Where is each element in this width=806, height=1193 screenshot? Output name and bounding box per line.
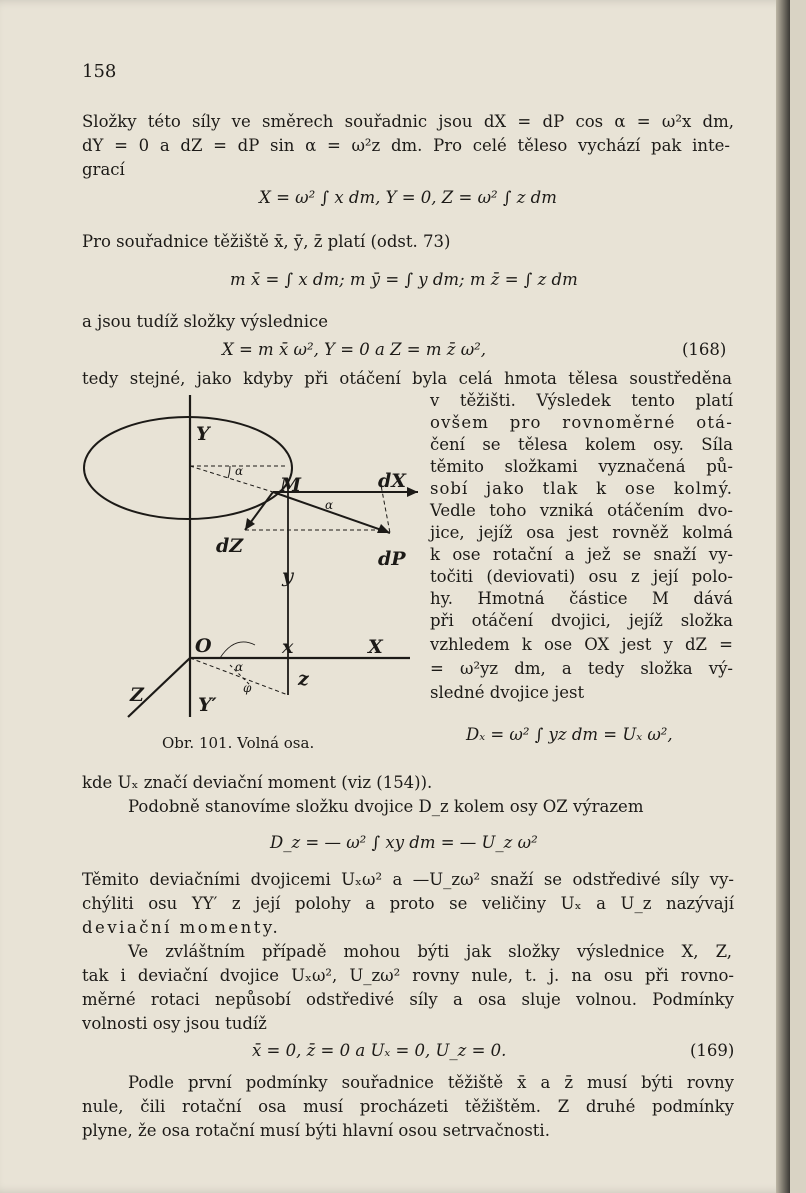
figure-free-axis <box>80 395 420 725</box>
label-phi: φ <box>243 681 252 695</box>
label-O: O <box>195 635 212 657</box>
equation-Dx: Dₓ = ω² ∫ yz dm = Uₓ ω², <box>466 725 673 744</box>
label-dP: dP <box>378 548 406 570</box>
label-Y: Y <box>196 423 210 445</box>
text-side-4: těmito složkami vyznačená pů- <box>430 457 733 476</box>
text-special-3: měrné rotaci nepůsobí odstředivé síly a osa sluje volnou. Podmínky <box>82 990 734 1009</box>
text-line-intro-3: grací <box>82 160 125 179</box>
text-final-1: Podle první podmínky souřadnice těžiště x̄ a z̄ musí býti rovny <box>128 1073 734 1092</box>
text-line-intro-2: dY = 0 a dZ = dP sin α = ω²z dm. Pro celé těleso vychází pak inte- <box>82 136 730 155</box>
equation-number-168: (168) <box>682 340 727 359</box>
text-deviation-moment: kde Uₓ značí deviační moment (viz (154)). <box>82 773 433 792</box>
label-X: X <box>368 636 383 658</box>
text-side-1: v těžišti. Výsledek tento platí <box>430 391 733 410</box>
figure-caption: Obr. 101. Volná osa. <box>162 734 315 752</box>
label-x: x <box>282 636 294 658</box>
text-side-13: = ω²yz dm, a tedy složka vý- <box>430 659 733 678</box>
text-dev-3: deviační momenty. <box>82 918 281 937</box>
label-z: z <box>298 668 309 690</box>
text-side-3: čení se tělesa kolem osy. Síla <box>430 435 733 454</box>
equation-centroid: m x̄ = ∫ x dm; m ȳ = ∫ y dm; m z̄ = ∫ z dm <box>230 270 578 289</box>
text-side-7: jice, jejíž osa jest rovněž kolmá <box>430 523 733 542</box>
text-centroid-intro: Pro souřadnice těžiště x̄, ȳ, z̄ platí (odst. 73) <box>82 232 451 251</box>
label-Yprime: Y′ <box>198 694 217 716</box>
text-resultant-intro: a jsou tudíž složky výslednice <box>82 312 329 331</box>
label-M: M <box>280 474 302 496</box>
label-alpha-top: α <box>235 464 244 478</box>
dashed-radius <box>190 466 273 492</box>
text-dz-intro: Podobně stanovíme složku dvojice D_z kolem osy OZ výrazem <box>128 797 644 816</box>
equation-169: x̄ = 0, z̄ = 0 a Uₓ = 0, U_z = 0. <box>252 1041 507 1060</box>
text-side-0: tedy stejné, jako kdyby při otáčení byla celá hmota tělesa soustředěna <box>82 369 732 388</box>
rotation-ellipse <box>84 417 292 519</box>
page-number: 158 <box>82 61 117 82</box>
label-y: y <box>282 565 294 587</box>
text-side-12: vzhledem k ose OX jest y dZ = <box>430 635 733 654</box>
text-side-5: sobí jako tlak k ose kolmý. <box>430 479 733 498</box>
text-final-2: nule, čili rotační osa musí procházeti těžištěm. Z druhé podmínky <box>82 1097 734 1116</box>
text-side-9: točiti (deviovati) osu z její polo- <box>430 567 733 586</box>
label-dX: dX <box>378 470 407 492</box>
dX-arrowhead <box>407 487 418 497</box>
text-dev-2: chýliti osu YY′ z její polohy a proto se veličiny Uₓ a U_z nazývají <box>82 894 734 913</box>
label-alpha-mid: α <box>325 498 334 512</box>
text-side-11: při otáčení dvojici, jejíž složka <box>430 611 733 630</box>
page-edge-shadow <box>776 0 790 1193</box>
text-special-4: volnosti osy jsou tudíž <box>82 1014 267 1033</box>
label-alpha-base: α <box>235 660 244 674</box>
text-dev-1: Těmito deviačními dvojicemi Uₓω² a —U_zω² snaží se odstředivé síly vy- <box>82 870 734 889</box>
equation-number-169: (169) <box>690 1041 735 1060</box>
angle-arc-base <box>220 642 255 658</box>
text-side-10: hy. Hmotná částice M dává <box>430 589 733 608</box>
text-special-2: tak i deviační dvojice Uₓω², U_zω² rovny nule, t. j. na osu při rovno- <box>82 966 734 985</box>
equation-resultant: X = m x̄ ω², Y = 0 a Z = m z̄ ω², <box>222 340 487 359</box>
angle-arc-top <box>228 466 230 478</box>
text-side-6: Vedle toho vzniká otáčením dvo- <box>430 501 733 520</box>
text-special-1: Ve zvláštním případě mohou býti jak složky výslednice X, Z, <box>128 942 732 961</box>
equation-integral: X = ω² ∫ x dm, Y = 0, Z = ω² ∫ z dm <box>259 188 557 207</box>
label-dZ: dZ <box>216 535 244 557</box>
label-Z: Z <box>130 684 144 706</box>
text-side-2: ovšem pro rovnoměrné otá- <box>430 413 733 432</box>
text-side-8: k ose rotační a jež se snaží vy- <box>430 545 733 564</box>
text-line-intro-1: Složky této síly ve směrech souřadnic jsou dX = dP cos α = ω²x dm, <box>82 112 734 131</box>
text-side-14: sledné dvojice jest <box>430 683 585 702</box>
equation-Dz: D_z = — ω² ∫ xy dm = — U_z ω² <box>270 833 538 852</box>
text-final-3: plyne, že osa rotační musí býti hlavní osou setrvačnosti. <box>82 1121 550 1140</box>
